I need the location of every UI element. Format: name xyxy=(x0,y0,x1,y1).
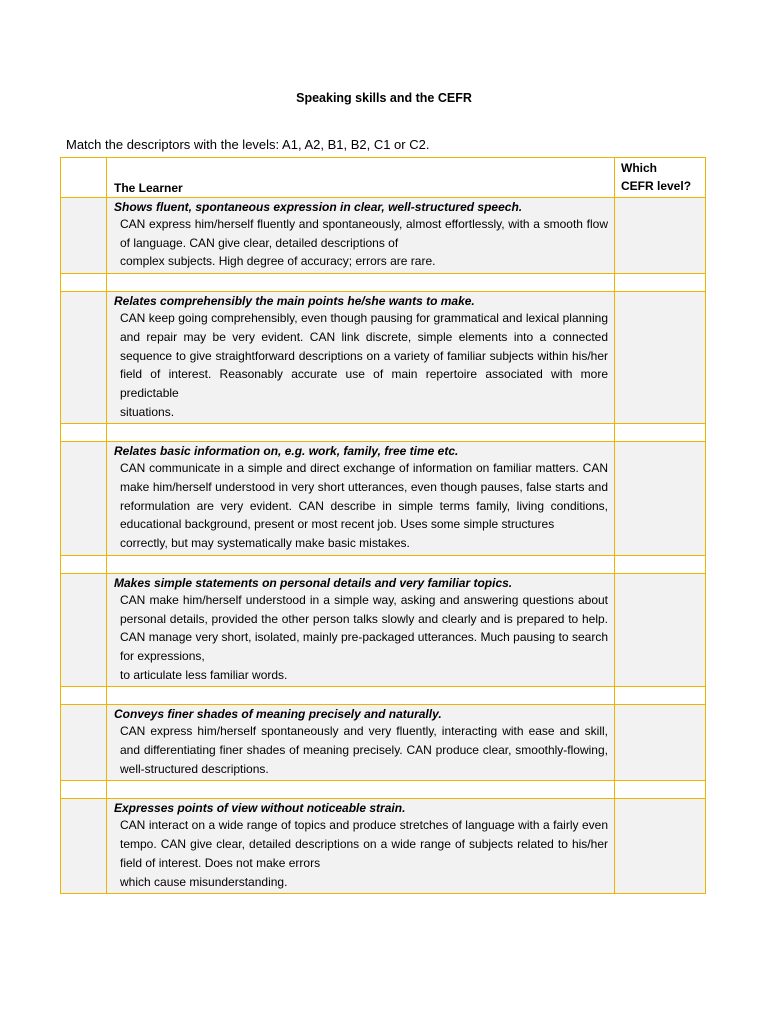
descriptor-cell xyxy=(107,705,615,781)
page-title: Speaking skills and the CEFR xyxy=(296,91,472,105)
descriptor-row xyxy=(61,442,706,556)
spacer-cell xyxy=(107,555,615,573)
spacer-row xyxy=(61,555,706,573)
row-number-cell xyxy=(61,573,107,687)
descriptor-body-text: CAN keep going comprehensibly, even though pausing for grammatical and lexical planning and repair may be very evident. CAN link discrete, simple elements into a connected sequence to give straightforward descriptions on a variety of familiar subjects within his/her field of interest. Reasonably accurate use of main repertoire associated with more predictable xyxy=(120,311,608,400)
descriptor-headline: Makes simple statements on personal details and very familiar topics. xyxy=(114,575,513,590)
descriptor-row xyxy=(61,198,706,274)
spacer-row xyxy=(61,274,706,292)
spacer-cell xyxy=(615,687,706,705)
descriptor-body-text: CAN express him/herself spontaneously and very fluently, interacting with ease and skill, and differentiating finer shades of meaning precisely. CAN produce clear, smoothly-flowing, well-structured descriptions. xyxy=(120,724,608,776)
spacer-cell xyxy=(107,424,615,442)
spacer-cell xyxy=(615,781,706,799)
descriptor-body xyxy=(114,722,608,778)
spacer-row xyxy=(61,687,706,705)
spacer-cell xyxy=(615,424,706,442)
spacer-cell xyxy=(107,687,615,705)
descriptor-body xyxy=(114,309,608,421)
table-header-row xyxy=(61,158,706,198)
descriptor-body-text: CAN express him/herself fluently and spontaneously, almost effortlessly, with a smooth flow of language. CAN give clear, detailed descriptions of xyxy=(120,217,608,250)
header-cefr-level-line1: Which xyxy=(621,161,657,175)
spacer-cell xyxy=(61,781,107,799)
spacer-cell xyxy=(61,424,107,442)
cefr-level-answer-cell[interactable] xyxy=(615,442,706,556)
descriptor-row xyxy=(61,573,706,687)
spacer-row xyxy=(61,424,706,442)
descriptor-headline: Expresses points of view without noticeable strain. xyxy=(114,801,406,816)
descriptor-row xyxy=(61,292,706,424)
header-learner: The Learner xyxy=(107,158,615,198)
spacer-cell xyxy=(61,555,107,573)
cefr-level-answer-cell[interactable] xyxy=(615,573,706,687)
descriptor-headline: Relates basic information on, e.g. work, family, free time etc. xyxy=(114,444,459,459)
descriptor-body xyxy=(114,215,608,271)
row-number-cell xyxy=(61,292,107,424)
cefr-level-answer-cell[interactable] xyxy=(615,292,706,424)
spacer-cell xyxy=(61,687,107,705)
descriptor-body-tail: correctly, but may systematically make basic mistakes. xyxy=(120,536,410,551)
spacer-cell xyxy=(107,781,615,799)
header-cefr-level xyxy=(615,158,706,198)
spacer-cell xyxy=(615,274,706,292)
header-blank-cell xyxy=(61,158,107,198)
descriptor-row xyxy=(61,705,706,781)
cefr-level-answer-cell[interactable] xyxy=(615,705,706,781)
descriptor-headline: Relates comprehensibly the main points he/she wants to make. xyxy=(114,294,475,309)
descriptor-body-tail: situations. xyxy=(120,404,175,419)
descriptor-body-tail: to articulate less familiar words. xyxy=(120,667,288,682)
descriptor-cell xyxy=(107,198,615,274)
row-number-cell xyxy=(61,705,107,781)
descriptor-body xyxy=(114,591,608,685)
cefr-level-answer-cell[interactable] xyxy=(615,799,706,894)
header-cefr-level-line2: CEFR level? xyxy=(621,179,692,193)
descriptor-cell xyxy=(107,292,615,424)
spacer-row xyxy=(61,781,706,799)
descriptor-body-tail: complex subjects. High degree of accuracy; errors are rare. xyxy=(120,254,436,269)
instructions: Match the descriptors with the levels: A1, A2, B1, B2, C1 or C2. xyxy=(66,137,430,152)
cefr-level-answer-cell[interactable] xyxy=(615,198,706,274)
descriptor-headline: Shows fluent, spontaneous expression in clear, well-structured speech. xyxy=(114,200,523,214)
descriptor-body-tail: which cause misunderstanding. xyxy=(120,874,288,889)
descriptor-body xyxy=(114,459,608,553)
row-number-cell xyxy=(61,799,107,894)
spacer-cell xyxy=(61,274,107,292)
row-number-cell xyxy=(61,198,107,274)
descriptor-row xyxy=(61,799,706,894)
descriptor-body xyxy=(114,816,608,891)
descriptor-cell xyxy=(107,799,615,894)
cefr-table xyxy=(60,157,706,894)
descriptor-cell xyxy=(107,442,615,556)
descriptor-body-text: CAN communicate in a simple and direct exchange of information on familiar matters. CAN make him/herself understood in very short utterances, even though pauses, false starts and reformulation are very evident. CAN describe in simple terms family, living conditions, educational background, present or most recent job. Uses some simple structures xyxy=(120,461,608,532)
descriptor-body-text: CAN make him/herself understood in a simple way, asking and answering questions about personal details, provided the other person talks slowly and clearly and is prepared to help. CAN manage very short, isolated, mainly pre-packaged utterances. Much pausing to search for expressions, xyxy=(120,592,608,663)
spacer-cell xyxy=(615,555,706,573)
row-number-cell xyxy=(61,442,107,556)
descriptor-headline: Conveys finer shades of meaning precisely and naturally. xyxy=(114,707,442,722)
spacer-cell xyxy=(107,274,615,292)
descriptor-body-text: CAN interact on a wide range of topics and produce stretches of language with a fairly even tempo. CAN give clear, detailed descriptions on a wide range of subjects related to his/her field of interest. Does not make errors xyxy=(120,818,608,870)
descriptor-cell xyxy=(107,573,615,687)
